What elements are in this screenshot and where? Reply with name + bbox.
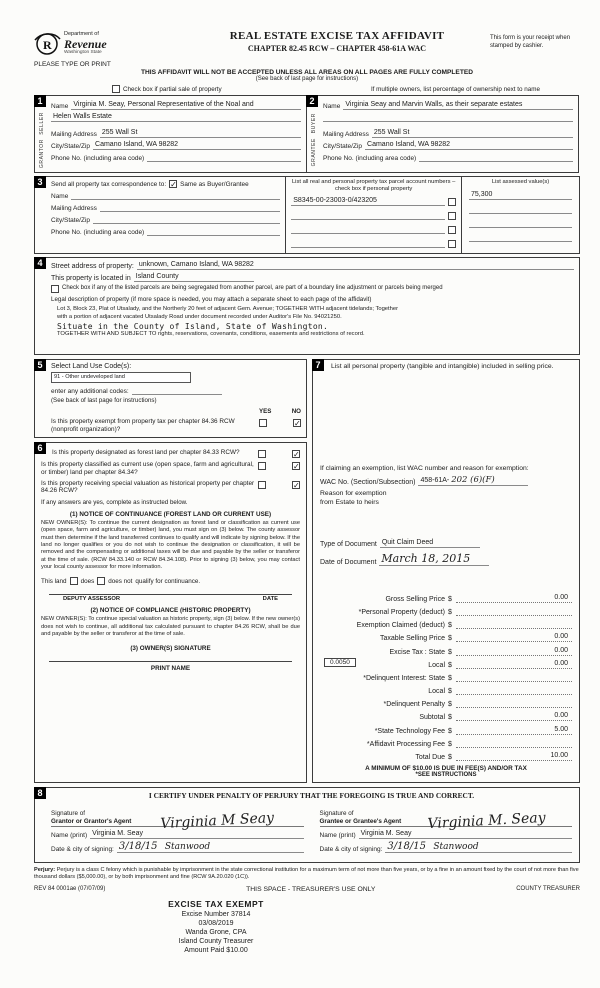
forest-no-checkbox[interactable]: ✓ xyxy=(293,450,300,460)
stamp-treasurer-name: Wanda Grone, CPA xyxy=(185,928,247,936)
parcel-number-value: S8345-00-23003-0/423205 xyxy=(291,197,445,206)
parcel-personal-checkbox-2[interactable] xyxy=(448,212,456,220)
corr-name-field[interactable]: Name xyxy=(51,190,280,200)
correspondence-fields xyxy=(35,177,285,253)
section-5-badge: 5 xyxy=(34,359,46,371)
segregated-label: Check box if any of the listed parcels are being segregated from another parcel, are part of a boundary line adjustment or parcels being merged xyxy=(62,285,443,291)
seller-phone-value xyxy=(147,153,301,162)
header xyxy=(34,30,580,68)
corr-address-field[interactable]: Mailing Address xyxy=(51,202,280,212)
parcel-area xyxy=(285,177,579,253)
please-type-label: PLEASE TYPE OR PRINT xyxy=(34,61,111,68)
parcel-personal-checkbox-4[interactable] xyxy=(448,240,456,248)
affidavit-processing-fee-row: *Affidavit Processing Fee $ xyxy=(320,735,572,748)
county-treasurer-label: COUNTY TREASURER xyxy=(516,886,580,893)
delinquent-interest-state-row: *Delinquent Interest: State $ xyxy=(320,669,572,682)
exemption-claimed-row: Exemption Claimed (deduct) $ xyxy=(320,616,572,629)
segregated-checkbox[interactable] xyxy=(51,285,59,293)
grantor-date-value: 3/18/15 xyxy=(117,841,163,853)
exempt-yes-checkbox[interactable] xyxy=(259,419,267,427)
assessed-column xyxy=(461,177,579,253)
buyer-address-label: Mailing Address xyxy=(323,131,369,138)
section-1-badge: 1 xyxy=(34,95,46,107)
buyer-city-label: City/State/Zip xyxy=(323,143,363,150)
does-not-checkbox[interactable] xyxy=(97,577,105,585)
partial-sale-row xyxy=(34,85,580,93)
stamp-date: 03/08/2019 xyxy=(198,919,234,927)
yes-header: YES xyxy=(259,408,272,415)
reason-label: Reason for exemption xyxy=(320,490,387,498)
exemption-claimed-field[interactable] xyxy=(456,620,572,629)
land-use-section xyxy=(34,359,307,438)
see-instructions-note: *SEE INSTRUCTIONS xyxy=(415,772,477,778)
legal-typed-line: Situate in the County of Island, State of Washington. xyxy=(57,322,329,332)
grantee-name-value: Virginia M. Seay xyxy=(359,830,572,839)
question-forest: Is this property designated as forest land per chapter 84.33 RCW? ✓ xyxy=(52,449,300,460)
exempt-no-checkbox[interactable]: ✓ xyxy=(294,419,301,428)
continuance-qualify-row: This land does does not qualify for continuance. xyxy=(41,577,201,585)
section-8-badge: 8 xyxy=(34,787,46,799)
parcel-row-3[interactable] xyxy=(291,225,456,234)
parcel-column xyxy=(286,177,461,253)
seller-city-field[interactable] xyxy=(51,140,301,150)
current-use-yes-checkbox[interactable] xyxy=(258,462,266,470)
grantee-signature-field[interactable]: Signature of Grantee or Grantee's Agent Virginia M. Seay xyxy=(320,803,573,827)
taxable-selling-price-row: Taxable Selling Price $ 0.00 xyxy=(320,629,572,642)
exemption-label: If claiming an exemption, list WAC number and reason for exemption: xyxy=(320,464,529,472)
personal-property-deduct-field[interactable] xyxy=(456,607,572,616)
local-rate-box: 0.0050 xyxy=(324,658,356,667)
grantor-name-field[interactable]: Name (print) Virginia M. Seay xyxy=(51,829,304,839)
reason-value: from Estate to heirs xyxy=(320,498,379,506)
no-header: NO xyxy=(291,408,301,415)
continuance-section xyxy=(34,442,307,783)
affidavit-processing-fee-field[interactable] xyxy=(456,739,572,748)
seller-name-value-2: Helen Walls Estate xyxy=(51,113,301,122)
same-as-buyer-label: Same as Buyer/Grantee xyxy=(180,180,249,188)
parcel-personal-checkbox-3[interactable] xyxy=(448,226,456,234)
stamp-excise-number: Excise Number 37814 xyxy=(181,910,251,918)
owners-signature-label: (3) OWNER(S) SIGNATURE xyxy=(130,645,211,653)
located-county-value: Island County xyxy=(134,273,254,282)
notice2-title: (2) NOTICE OF COMPLIANCE (HISTORIC PROPERTY) xyxy=(90,607,251,615)
parcel-row-2[interactable] xyxy=(291,211,456,220)
form-title: REAL ESTATE EXCISE TAX AFFIDAVIT xyxy=(229,30,445,42)
personal-property-label: List all personal property (tangible and intangible) included in selling price. xyxy=(331,363,554,370)
grantor-name-value: Virginia M. Seay xyxy=(90,830,303,839)
gross-selling-price-field[interactable]: 0.00 xyxy=(456,594,572,603)
partial-sale-checkbox[interactable] xyxy=(112,85,120,93)
logo-dept: Department of xyxy=(64,30,99,37)
owners-signature-line[interactable] xyxy=(49,661,292,662)
delinquent-interest-local-field[interactable] xyxy=(456,686,572,695)
seller-address-value: 255 Wall St xyxy=(100,129,301,138)
legal-line-3: TOGETHER WITH AND SUBJECT TO rights, reservations, covenants, conditions, easements and restrictions of record. xyxy=(57,331,365,338)
state-technology-fee-row: *State Technology Fee $ 5.00 xyxy=(320,721,572,734)
notice1-body: NEW OWNER(S): To continue the current designation as forest land or classification as current use (open space, farm and agriculture, or timber) land, you must sign on (3) below. The county assessor must then determine if the land transferred continues to qualify and will indicate by signing below. If the land no longer qualifies or you do not wish to continue the designation or classification, it will be removed and the compensating or additional taxes will be due and payable by the seller or transferor at the time of sale. (RCW 84.33.140 or RCW 84.34.108). Prior to signing (3) below, you may contact your local county assessor for more information. xyxy=(41,520,300,570)
buyer-name-field-2[interactable] xyxy=(323,112,573,122)
taxable-selling-price-field[interactable]: 0.00 xyxy=(456,633,572,642)
buyer-address-field[interactable] xyxy=(323,128,573,138)
grantor-signature-field[interactable]: Signature of Grantor or Grantor's Agent Virginia M Seay xyxy=(51,803,304,827)
seller-section xyxy=(34,95,307,173)
svg-text:R: R xyxy=(43,38,52,52)
title-block xyxy=(184,30,490,53)
parcel-row-1[interactable] xyxy=(291,197,456,206)
grantee-name-field[interactable]: Name (print) Virginia M. Seay xyxy=(320,829,573,839)
seller-name-label: Name xyxy=(51,103,69,110)
local-tax-row: 0.0050 Local $ 0.00 xyxy=(320,656,572,669)
seller-city-label: City/State/Zip xyxy=(51,143,91,150)
section-6-badge: 6 xyxy=(34,442,46,454)
buyer-name-value: Virginia Seay and Marvin Walls, as their separate estates xyxy=(343,101,573,110)
personal-property-deduct-row: *Personal Property (deduct) $ xyxy=(320,603,572,616)
current-use-no-checkbox[interactable]: ✓ xyxy=(293,462,300,472)
property-section xyxy=(34,257,580,355)
seller-name-field-2[interactable] xyxy=(51,112,301,122)
delinquent-penalty-field[interactable] xyxy=(456,699,572,708)
corr-address-value xyxy=(100,203,280,212)
excise-tax-state-row: Excise Tax : State $ 0.00 xyxy=(320,642,572,655)
question-historic: Is this property receiving special valuation as historical property per chapter 84.26 RCW? ✓ xyxy=(41,479,300,495)
section-2-badge: 2 xyxy=(306,95,318,107)
seller-grantor-rail xyxy=(36,110,47,170)
certification-section xyxy=(34,787,580,863)
buyer-label: BUYER xyxy=(310,113,317,134)
land-use-title: Select Land Use Code(s): xyxy=(51,363,132,370)
minimum-due-note: A MINIMUM OF $10.00 IS DUE IN FEE(S) AND/OR TAX xyxy=(365,765,527,772)
logo-text xyxy=(64,32,107,55)
doc-type-field[interactable]: Type of Document Quit Claim Deed xyxy=(320,538,572,548)
street-address-value: unknown, Camano Island, WA 98282 xyxy=(137,261,574,270)
parcel-row-4[interactable] xyxy=(291,239,456,248)
corr-city-field[interactable]: City/State/Zip xyxy=(51,214,280,224)
assessed-row-1[interactable] xyxy=(469,191,572,200)
buyer-phone-label: Phone No. (including area code) xyxy=(323,155,417,162)
notice2-body: NEW OWNER(S): To continue special valuation as historic property, sign (3) below. If the new owner(s) does not wish to continue, all additional tax calculated pursuant to chapter 84.26 RCW, shall be due and payable by the seller or transferor at the time of sale. xyxy=(41,616,300,637)
grantee-signature-block xyxy=(320,803,573,853)
buyer-name-value-2 xyxy=(323,113,573,122)
grantor-label: GRANTOR xyxy=(38,139,45,169)
wac-handwritten-value: 202 (6)(F) xyxy=(451,475,495,486)
print-name-label: PRINT NAME xyxy=(150,665,191,673)
additional-codes-field[interactable]: enter any additional codes: xyxy=(51,385,301,395)
correspondence-section xyxy=(34,176,580,254)
assessed-header: List assessed value(s) xyxy=(491,179,550,185)
deputy-assessor-label: DEPUTY ASSESSOR xyxy=(63,596,121,603)
logo-column xyxy=(34,30,184,68)
section5-see-back: (See back of last page for instructions) xyxy=(51,397,157,404)
buyer-phone-field[interactable] xyxy=(323,152,573,162)
parcel-personal-checkbox-1[interactable] xyxy=(448,198,456,206)
revenue-logo xyxy=(34,30,184,57)
buyer-phone-value xyxy=(419,153,573,162)
historic-no-checkbox[interactable]: ✓ xyxy=(293,480,300,490)
seller-phone-field[interactable] xyxy=(51,152,301,162)
corr-phone-value xyxy=(147,227,280,236)
doc-date-value: March 18, 2015 xyxy=(379,552,489,566)
seller-name-field[interactable] xyxy=(51,100,301,110)
buyer-name-label: Name xyxy=(323,103,341,110)
perjury-note: Perjury: Perjury is a class C felony which is punishable by imprisonment in the state correctional institution for a maximum term of not more than five years, or by a fine in an amount fixed by the court of not more than five thousand dollars ($5,000.00), or by both imprisonment and fine (RCW 9A.20.020 (1C)). xyxy=(34,867,579,881)
subtotal-field[interactable]: 0.00 xyxy=(456,712,572,721)
question-current-use: Is this property classified as current use (open space, farm and agricultural, or timber) land per chapter 84.34? ✓ xyxy=(41,461,300,477)
seller-phone-label: Phone No. (including area code) xyxy=(51,155,145,162)
delinquent-interest-local-row: Local $ xyxy=(320,682,572,695)
money-table xyxy=(320,590,572,761)
parties-row xyxy=(34,95,580,173)
legal-line-1: Lot 3, Block 23, Plat of Utsalady, and the Northerly 20 feet of adjacent Gem. Avenue; TOGETHER WITH adjacent tidelands; Together xyxy=(57,306,399,312)
grantee-label: GRANTEE xyxy=(310,138,317,167)
treasurer-stamp xyxy=(116,899,316,956)
section-7-badge: 7 xyxy=(312,359,324,371)
seller-label: SELLER xyxy=(38,111,45,135)
yes-no-header xyxy=(51,407,301,415)
section-4-badge: 4 xyxy=(34,257,46,269)
buyer-grantee-rail xyxy=(308,110,319,170)
section-3-badge: 3 xyxy=(34,176,46,188)
parcel-header: List all real and personal property tax parcel account numbers – check box if personal property xyxy=(291,179,456,192)
receipt-note: This form is your receipt when stamped by cashier. xyxy=(490,35,571,49)
seller-name-value: Virginia M. Seay, Personal Representative of the Noal and xyxy=(71,101,301,110)
corr-name-value xyxy=(71,191,280,200)
deputy-assessor-row xyxy=(41,596,300,602)
deputy-assessor-line[interactable] xyxy=(49,594,292,595)
logo-revenue: Revenue xyxy=(64,36,107,51)
total-due-row: Total Due $ 10.00 xyxy=(320,748,572,761)
land-use-code-box[interactable]: 91 - Other undeveloped land xyxy=(51,372,191,383)
seller-address-label: Mailing Address xyxy=(51,131,97,138)
forest-yes-checkbox[interactable] xyxy=(258,450,266,458)
buyer-city-value: Camano Island, WA 98282 xyxy=(365,141,573,150)
state-technology-fee-field[interactable]: 5.00 xyxy=(456,726,572,735)
stamp-treasurer-title: Island County Treasurer xyxy=(178,937,254,945)
stamp-exempt-line: EXCISE TAX EXEMPT xyxy=(168,898,264,909)
corr-phone-field[interactable]: Phone No. (including area code) xyxy=(51,226,280,236)
grantor-signature: Virginia M Seay xyxy=(160,810,275,832)
wac-prefix: 458-61A- xyxy=(420,477,450,485)
delinquent-interest-state-field[interactable] xyxy=(456,673,572,682)
grantor-signature-block xyxy=(51,803,304,853)
tax-computation-section xyxy=(312,359,580,783)
local-tax-field[interactable]: 0.00 xyxy=(456,660,572,669)
seller-city-value: Camano Island, WA 98282 xyxy=(93,141,301,150)
delinquent-penalty-row: *Delinquent Penalty $ xyxy=(320,695,572,708)
legal-description-label: Legal description of property (if more space is needed, you may attach a separate sheet to each page of the affidavit) xyxy=(51,296,372,303)
gross-selling-price-row: Gross Selling Price $ 0.00 xyxy=(320,590,572,603)
grantor-city-value: Stanwood xyxy=(163,842,304,853)
revenue-logo-icon xyxy=(34,30,61,57)
does-checkbox[interactable] xyxy=(70,577,78,585)
historic-yes-checkbox[interactable] xyxy=(258,481,266,489)
certify-statement: I CERTIFY UNDER PENALTY OF PERJURY THAT THE FOREGOING IS TRUE AND CORRECT. xyxy=(148,791,475,800)
excise-tax-state-field[interactable]: 0.00 xyxy=(456,647,572,656)
corr-city-value xyxy=(93,215,280,224)
subtotal-row: Subtotal $ 0.00 xyxy=(320,708,572,721)
question-exempt: Is this property exempt from property tax per chapter 84.36 RCW (nonprofit organization)? ✓ xyxy=(51,418,301,433)
footer-row xyxy=(34,886,580,893)
grantee-date-field[interactable]: Date & city of signing: 3/18/15 Stanwood xyxy=(320,841,573,853)
total-due-field[interactable]: 10.00 xyxy=(456,752,572,761)
grantor-date-field[interactable]: Date & city of signing: 3/18/15 Stanwood xyxy=(51,841,304,853)
grantee-date-value: 3/18/15 xyxy=(385,841,431,853)
doc-date-field[interactable]: Date of Document March 18, 2015 xyxy=(320,552,572,566)
grantee-city-value: Stanwood xyxy=(431,842,572,853)
buyer-section xyxy=(306,95,579,173)
located-in-field[interactable]: This property is located in Island County xyxy=(51,272,574,282)
see-back-note: (See back of last page for instructions) xyxy=(255,76,359,82)
stamp-amount-paid: Amount Paid $10.00 xyxy=(184,946,248,954)
send-correspondence-label: Send all property tax correspondence to: xyxy=(51,180,167,188)
buyer-city-field[interactable] xyxy=(323,140,573,150)
rev-code: REV 84 0001ae (07/07/09) xyxy=(34,886,106,893)
treasurer-space-label: THIS SPACE - TREASURER'S USE ONLY xyxy=(246,885,376,893)
main-columns xyxy=(34,359,580,783)
multiple-owners-note: If multiple owners, list percentage of ownership next to name xyxy=(370,85,540,93)
logo-state: Washington State xyxy=(64,50,102,56)
buyer-address-value: 255 Wall St xyxy=(372,129,573,138)
wac-number-field[interactable]: WAC No. (Section/Subsection) 458-61A- 202 (6)(F) xyxy=(320,475,572,486)
left-column xyxy=(34,359,307,783)
buyer-name-field[interactable] xyxy=(323,100,573,110)
legal-line-2: with a portion of adjacent vacated Utsalady Road under document recorded under Auditor's File No. 94021250. xyxy=(57,313,342,320)
street-address-field[interactable]: Street address of property: unknown, Camano Island, WA 98282 xyxy=(51,260,574,270)
form-warning: THIS AFFIDAVIT WILL NOT BE ACCEPTED UNLESS ALL AREAS ON ALL PAGES ARE FULLY COMPLETED xyxy=(140,69,474,76)
same-as-buyer-checkbox[interactable]: ✓ xyxy=(170,180,177,189)
partial-sale-label: Check box if partial sale of property xyxy=(123,85,222,93)
notice1-title: (1) NOTICE OF CONTINUANCE (FOREST LAND OR CURRENT USE) xyxy=(69,511,272,519)
assessed-value: 75,300 xyxy=(469,191,572,200)
seller-address-field[interactable] xyxy=(51,128,301,138)
grantee-signature: Virginia M. Seay xyxy=(427,809,547,833)
if-yes-note: If any answers are yes, complete as instructed below. xyxy=(41,499,188,507)
doc-type-value: Quit Claim Deed xyxy=(380,539,480,548)
deputy-date-label: DATE xyxy=(262,596,278,603)
form-subtitle: CHAPTER 82.45 RCW – CHAPTER 458-61A WAC xyxy=(247,44,427,53)
